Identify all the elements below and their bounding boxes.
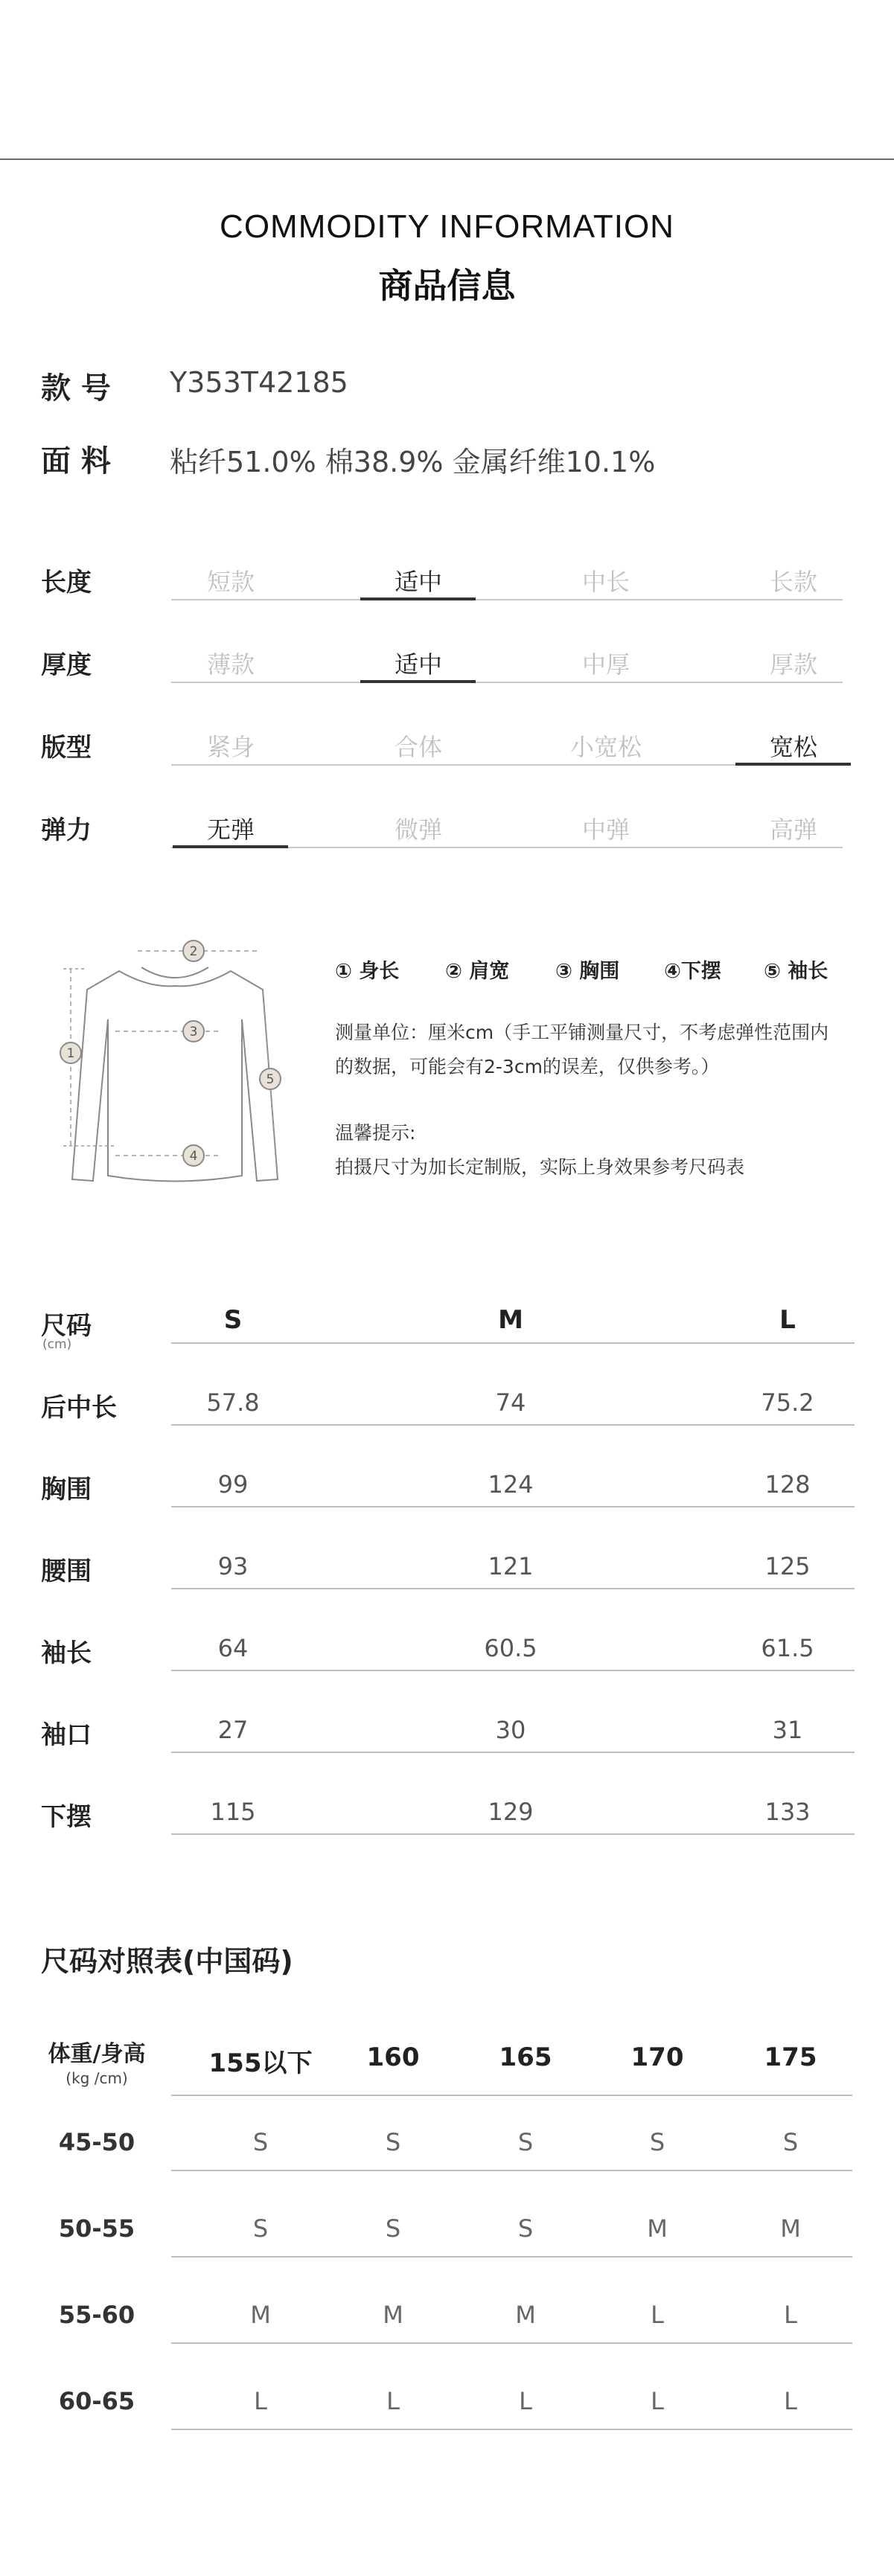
guide-cell: L <box>386 2387 400 2415</box>
guide-rule <box>171 2342 852 2344</box>
guide-rule <box>171 2170 852 2171</box>
guide-cell: S <box>252 2214 269 2243</box>
size-unit: (cm) <box>42 1337 72 1352</box>
guide-cell: S <box>252 2128 269 2156</box>
legend-body-length: ① 身长 <box>335 960 400 983</box>
size-cell: 121 <box>488 1552 534 1580</box>
attribute-option: 紧身 <box>206 733 255 761</box>
guide-cell: L <box>784 2387 797 2415</box>
size-cell: 60.5 <box>484 1634 537 1662</box>
guide-rule <box>171 2256 852 2258</box>
guide-height-header: 155以下 <box>208 2048 313 2078</box>
attribute-option: 短款 <box>206 568 255 596</box>
guide-title: 尺码对照表(中国码) <box>41 1945 293 1978</box>
attribute-selected-indicator <box>173 845 288 848</box>
legend-chest: ③ 胸围 <box>555 960 620 983</box>
size-row-label: 袖长 <box>41 1638 92 1668</box>
size-cell: 64 <box>217 1634 249 1662</box>
table-rule <box>171 1588 855 1589</box>
guide-cell: M <box>515 2301 536 2329</box>
attribute-option: 适中 <box>394 650 442 679</box>
attribute-label: 版型 <box>41 733 92 763</box>
marker-2-label: 2 <box>189 944 198 959</box>
legend-sleeve: ⑤ 袖长 <box>764 960 828 983</box>
guide-cell: S <box>517 2214 534 2243</box>
size-row-label: 下摆 <box>41 1802 92 1832</box>
size-cell: 74 <box>495 1388 526 1417</box>
size-cell: 27 <box>217 1716 249 1744</box>
size-cell: 75.2 <box>761 1388 814 1417</box>
top-divider <box>0 158 894 160</box>
guide-cell: S <box>385 2214 401 2243</box>
fabric-label: 面 料 <box>41 444 111 478</box>
guide-weight-label: 60-65 <box>58 2387 135 2415</box>
attribute-option: 中弹 <box>581 816 630 844</box>
guide-corner <box>30 2035 164 2087</box>
table-rule <box>171 1670 855 1671</box>
page-title-en: COMMODITY INFORMATION <box>220 208 674 245</box>
guide-cell: L <box>254 2387 267 2415</box>
size-cell: 99 <box>217 1470 249 1499</box>
legend-shoulder: ② 肩宽 <box>445 960 510 983</box>
attribute-label: 长度 <box>41 568 92 597</box>
size-cell: 124 <box>488 1470 534 1499</box>
size-cell: 125 <box>764 1552 811 1580</box>
guide-weight-label: 45-50 <box>58 2128 135 2156</box>
tip-title: 温馨提示: <box>335 1122 416 1144</box>
marker-4-label: 4 <box>189 1149 198 1164</box>
guide-rule <box>171 2095 852 2096</box>
attribute-option: 小宽松 <box>569 733 642 761</box>
attribute-track <box>171 599 843 600</box>
size-header-label: 尺码 <box>41 1311 92 1341</box>
guide-cell: M <box>250 2301 271 2329</box>
guide-weight-label: 50-55 <box>58 2214 135 2243</box>
guide-cell: M <box>383 2301 403 2329</box>
size-row-label: 袖口 <box>41 1720 92 1750</box>
attribute-selected-indicator <box>735 763 851 766</box>
fabric-value: 粘纤51.0% 棉38.9% 金属纤维10.1% <box>170 446 656 478</box>
size-row-label: 胸围 <box>41 1475 92 1505</box>
table-rule <box>171 1833 855 1835</box>
table-rule <box>171 1342 855 1344</box>
attribute-option: 长款 <box>769 568 817 596</box>
guide-height-header: 165 <box>499 2042 552 2072</box>
guide-rule <box>171 2429 852 2430</box>
table-rule <box>171 1424 855 1426</box>
guide-height-header: 160 <box>366 2042 420 2072</box>
measure-note-2: 的数据，可能会有2-3cm的误差，仅供参考。） <box>335 1056 720 1077</box>
attribute-option: 微弹 <box>394 816 442 844</box>
guide-cell: L <box>784 2301 797 2329</box>
size-cell: 115 <box>210 1798 256 1826</box>
guide-cell: S <box>517 2128 534 2156</box>
guide-cell: M <box>780 2214 801 2243</box>
guide-corner-label: 体重/身高 <box>48 2041 146 2067</box>
legend-hem: ④下摆 <box>664 960 721 983</box>
table-rule <box>171 1506 855 1508</box>
size-cell: 133 <box>764 1798 811 1826</box>
attribute-option: 无弹 <box>206 816 255 844</box>
guide-corner-unit: (kg /cm) <box>66 2069 128 2087</box>
guide-height-header: 170 <box>630 2042 684 2072</box>
guide-cell: L <box>651 2387 664 2415</box>
attribute-option: 中厚 <box>581 650 630 679</box>
guide-cell: S <box>649 2128 665 2156</box>
guide-cell: L <box>519 2387 532 2415</box>
size-cell: 31 <box>772 1716 803 1744</box>
attribute-option: 宽松 <box>769 733 817 761</box>
guide-cell: M <box>647 2214 668 2243</box>
size-cell: 93 <box>217 1552 249 1580</box>
attribute-label: 厚度 <box>41 650 92 680</box>
marker-5-label: 5 <box>266 1072 275 1087</box>
guide-cell: S <box>385 2128 401 2156</box>
attribute-option: 厚款 <box>769 650 817 679</box>
size-column-header: M <box>498 1305 523 1335</box>
tip-text: 拍摄尺寸为加长定制版，实际上身效果参考尺码表 <box>335 1156 745 1178</box>
attribute-option: 薄款 <box>206 650 255 679</box>
attribute-option: 高弹 <box>769 816 817 844</box>
size-cell: 30 <box>495 1716 526 1744</box>
attribute-label: 弹力 <box>41 816 92 845</box>
measure-note-1: 测量单位：厘米cm（手工平铺测量尺寸，不考虑弹性范围内 <box>335 1022 829 1043</box>
attribute-option: 适中 <box>394 568 442 596</box>
table-rule <box>171 1752 855 1753</box>
size-cell: 57.8 <box>206 1388 260 1417</box>
size-cell: 128 <box>764 1470 811 1499</box>
model-label: 款 号 <box>41 371 111 406</box>
size-cell: 61.5 <box>761 1634 814 1662</box>
garment-diagram <box>41 930 294 1213</box>
guide-weight-label: 55-60 <box>58 2301 135 2329</box>
attribute-selected-indicator <box>360 680 476 683</box>
size-cell: 129 <box>488 1798 534 1826</box>
guide-cell: L <box>651 2301 664 2329</box>
attribute-selected-indicator <box>360 597 476 600</box>
sweater-outline-icon <box>72 967 278 1182</box>
size-column-header: S <box>223 1305 243 1335</box>
model-value: Y353T42185 <box>170 366 348 399</box>
guide-height-header: 175 <box>764 2042 817 2072</box>
page-title-cn: 商品信息 <box>378 266 516 306</box>
guide-cell: S <box>782 2128 799 2156</box>
size-row-label: 后中长 <box>41 1393 117 1423</box>
attribute-option: 中长 <box>581 568 630 596</box>
size-row-label: 腰围 <box>41 1557 92 1586</box>
size-column-header: L <box>779 1305 796 1335</box>
attribute-option: 合体 <box>394 733 442 761</box>
marker-3-label: 3 <box>189 1025 198 1039</box>
marker-1-label: 1 <box>66 1046 75 1061</box>
attribute-track <box>171 682 843 683</box>
